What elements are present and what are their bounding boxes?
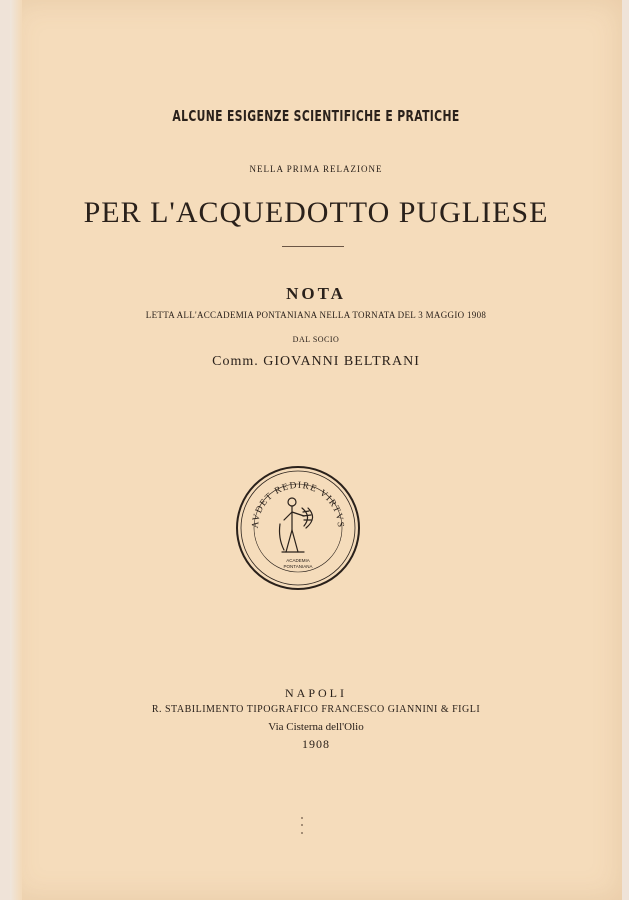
page-title: PER L'ACQUEDOTTO PUGLIESE bbox=[83, 196, 549, 229]
by-member-line: DAL SOCIO bbox=[292, 335, 340, 344]
read-at-line: LETTA ALL'ACCADEMIA PONTANIANA NELLA TORNATA DEL 3 MAGGIO 1908 bbox=[145, 310, 487, 320]
address: Via Cisterna dell'Olio bbox=[268, 721, 364, 733]
author-line bbox=[10, 354, 622, 370]
header-line: ALCUNE ESIGENZE SCIENTIFICHE E PRATICHE bbox=[172, 107, 460, 125]
page-edge bbox=[10, 0, 22, 900]
seal-inscription-2: PONTANIANA bbox=[283, 564, 313, 569]
subheader: NELLA PRIMA RELAZIONE bbox=[249, 164, 383, 174]
year: 1908 bbox=[302, 737, 330, 751]
publisher: R. STABILIMENTO TIPOGRAFICO FRANCESCO GIANNINI & FIGLI bbox=[151, 704, 481, 715]
document-page bbox=[10, 0, 622, 900]
author-name: GIOVANNI BELTRANI bbox=[263, 354, 420, 369]
section-label: NOTA bbox=[286, 284, 346, 303]
svg-text:AVDET REDIRE VIRTVS bbox=[251, 481, 345, 529]
seal-motto: AVDET REDIRE VIRTVS bbox=[250, 480, 346, 529]
print-marks bbox=[300, 815, 304, 837]
seal-inscription-1: ACADEMIA bbox=[286, 558, 310, 563]
author-prefix: Comm. bbox=[212, 354, 259, 369]
academy-seal-icon bbox=[234, 464, 362, 592]
divider bbox=[282, 246, 344, 247]
city: NAPOLI bbox=[285, 686, 347, 700]
